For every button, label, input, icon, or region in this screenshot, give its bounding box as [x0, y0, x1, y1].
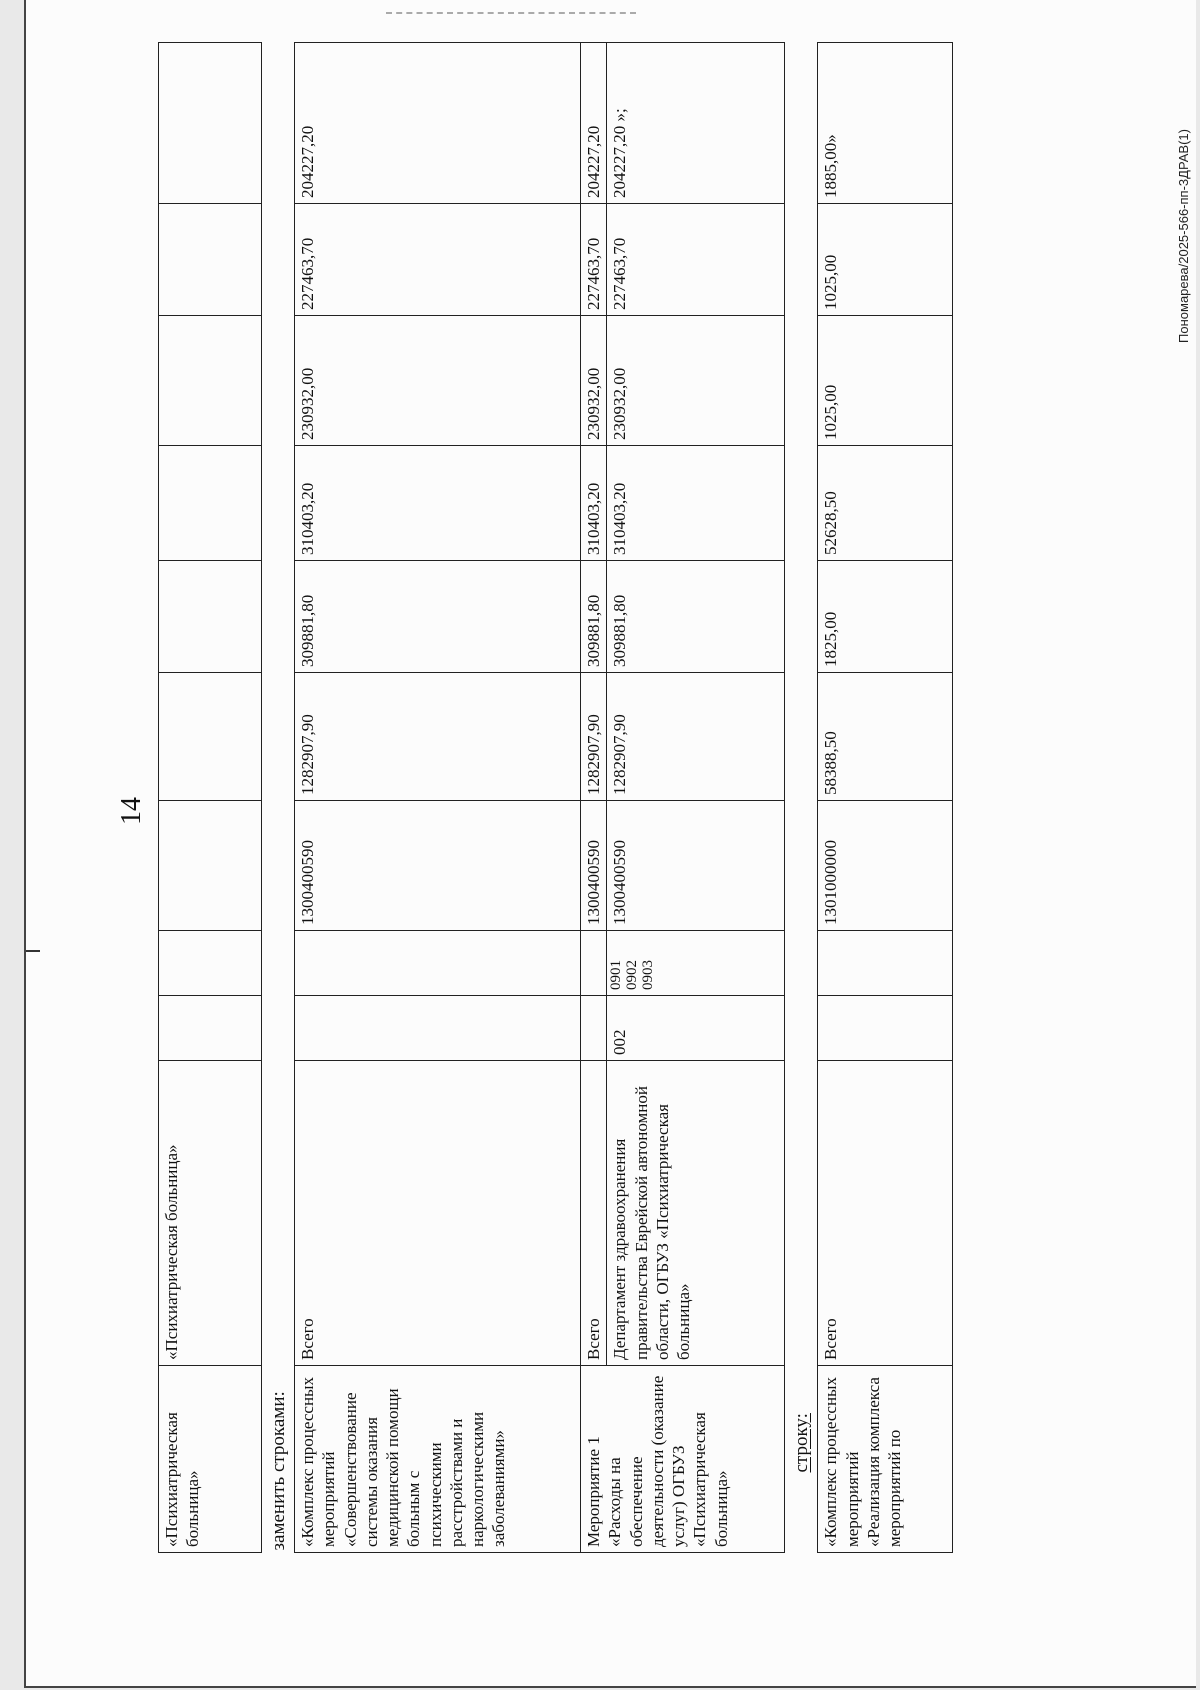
cell-csr: [159, 801, 262, 931]
cell-year1: 309881,80: [295, 561, 581, 673]
cell-responsible: «Психиатрическая больница»: [159, 1061, 262, 1366]
section-label-row: [785, 43, 818, 1553]
cell-csr: 1300400590: [607, 801, 785, 931]
scan-edge-line: [386, 12, 636, 14]
cell-total: 1282907,90: [607, 673, 785, 801]
cell-year4: 227463,70: [607, 204, 785, 316]
cell-name: [581, 1366, 785, 1553]
cell-total: 1282907,90: [581, 673, 607, 801]
cell-year1: 309881,80: [607, 561, 785, 673]
section-line-label: строку:: [791, 1413, 813, 1473]
cell-year3: 230932,00: [581, 316, 607, 446]
cell-year2: 310403,20: [607, 446, 785, 561]
rotated-table-area: [158, 43, 904, 1553]
cell-year1: 1825,00: [818, 561, 953, 673]
table-row-complex: [295, 43, 581, 1553]
cell-year3: 230932,00: [607, 316, 785, 446]
cell-year1: 309881,80: [581, 561, 607, 673]
cell-grbs: [295, 996, 581, 1061]
cell-year3: 1025,00: [818, 316, 953, 446]
cell-total: [159, 673, 262, 801]
cell-year3: 230932,00: [295, 316, 581, 446]
section-label-row: [262, 43, 295, 1553]
table-row-event1-total: [581, 43, 607, 1553]
event-description: «Расходы на обеспечение деятельности (оказание услуг) ОГБУЗ «Психиатрическая больница»: [605, 1375, 731, 1547]
cell-year4: 1025,00: [818, 204, 953, 316]
cell-rzpr: 0901 0902 0903: [607, 931, 785, 996]
cell-rzpr: [295, 931, 581, 996]
cell-grbs: [159, 996, 262, 1061]
page-number: 14: [116, 797, 147, 825]
cell-grbs: 002: [607, 996, 785, 1061]
section-replace-label: заменить строками:: [268, 1391, 289, 1551]
cell-year5: 204227,20: [295, 43, 581, 204]
cell-year2: 310403,20: [295, 446, 581, 561]
cell-csr: 1301000000: [818, 801, 953, 931]
budget-table: [158, 42, 953, 1553]
cell-responsible: Всего: [295, 1061, 581, 1366]
cell-name: «Психиатрическая больница»: [159, 1366, 262, 1553]
table-row-event1-detail: [607, 43, 785, 1553]
cell-year5: 204227,20 »;: [607, 43, 785, 204]
cell-year2: 310403,20: [581, 446, 607, 561]
cell-name: «Комплекс процессных мероприятий «Реализация комплекса мероприятий по: [818, 1366, 953, 1553]
cell-rzpr: [159, 931, 262, 996]
cell-grbs: [581, 996, 607, 1061]
cell-responsible: Департамент здравоохранения правительства Еврейской автономной области, ОГБУЗ «Психиатрическая больница»: [607, 1061, 785, 1366]
cell-year1: [159, 561, 262, 673]
footer-code: Пономарева/2025-566-пп-3ДРАВ(1): [1176, 129, 1191, 343]
cell-year4: 227463,70: [295, 204, 581, 316]
cell-responsible: Всего: [581, 1061, 607, 1366]
cell-name: «Комплекс процессных мероприятий «Совершенствование системы оказания медицинской помощи больным с психическими расстройствами и наркологическими заболеваниями»: [295, 1366, 581, 1553]
cell-year3: [159, 316, 262, 446]
cell-grbs: [818, 996, 953, 1061]
cell-rzpr: [818, 931, 953, 996]
cell-csr: 1300400590: [295, 801, 581, 931]
table-row-last: [818, 43, 953, 1553]
cell-year4: [159, 204, 262, 316]
cell-total: 58388,50: [818, 673, 953, 801]
margin-mark: [26, 950, 40, 952]
event-title: Мероприятие 1: [584, 1436, 603, 1547]
cell-year2: [159, 446, 262, 561]
cell-responsible: Всего: [818, 1061, 953, 1366]
cell-year5: 204227,20: [581, 43, 607, 204]
cell-year4: 227463,70: [581, 204, 607, 316]
cell-year2: 52628,50: [818, 446, 953, 561]
cell-year5: 1885,00»: [818, 43, 953, 204]
cell-csr: 1300400590: [581, 801, 607, 931]
cell-year5: [159, 43, 262, 204]
table-row-top: [159, 43, 262, 1553]
cell-total: 1282907,90: [295, 673, 581, 801]
cell-rzpr: [581, 931, 607, 996]
